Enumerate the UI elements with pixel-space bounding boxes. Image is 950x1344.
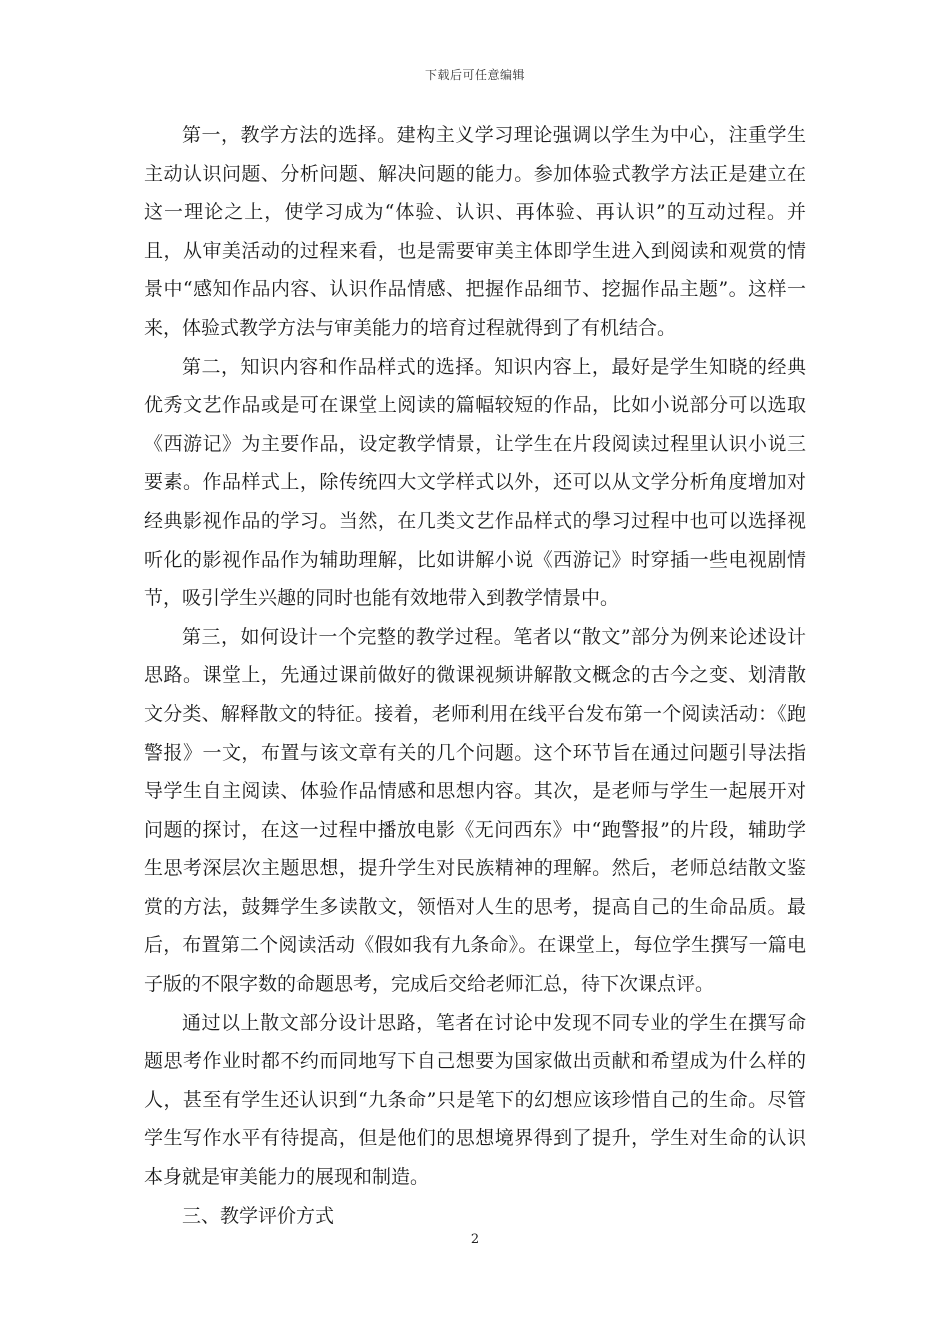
paragraph-teaching-process: 第三，如何设计一个完整的教学过程。笔者以“散文”部分为例来论述设计思路。课堂上，先通过课前做好的微课视频讲解散文概念的古今之变、划清散文分类、解释散文的特征。接着，老师利用在线平台发布第一个阅读活动：《跑警报》一文，布置与该文章有关的几个问题。这个环节旨在通过问题引导法指导学生自主阅读、体验作品情感和思想内容。其次，是老师与学生一起展开对问题的探讨，在这一过程中播放电影《无问西东》中“跑警报”的片段，辅助学生思考深层次主题思想，提升学生对民族精神的理解。然后，老师总结散文鉴赏的方法，鼓舞学生多读散文，领悟对人生的思考，提高自己的生命品质。最后，布置第二个阅读活动《假如我有九条命》。在课堂上，每位学生撰写一篇电子版的不限字数的命题思考，完成后交给老师汇总，待下次课点评。 [144, 625, 806, 996]
page-number: 2 [470, 1232, 480, 1247]
paragraph-teaching-method: 第一，教学方法的选择。建构主义学习理论强调以学生为中心，注重学生主动认识问题、分析问题、解决问题的能力。参加体验式教学方法正是建立在这一理论之上，使学习成为“体验、认识、再体验、再认识”的互动过程。并且，从审美活动的过程来看，也是需要审美主体即学生进入到阅读和观赏的情景中“感知作品内容、认识作品情感、把握作品细节、挖掘作品主题”。这样一来，体验式教学方法与审美能力的培育过程就得到了有机结合。 [144, 124, 806, 339]
section-heading-evaluation: 三、教学评价方式 [182, 1204, 335, 1227]
paragraph-content-selection: 第二，知识内容和作品样式的选择。知识内容上，最好是学生知晓的经典优秀文艺作品或是可在课堂上阅读的篇幅较短的作品，比如小说部分可以选取《西游记》为主要作品，设定教学情景，让学生在片段阅读过程里认识小说三要素。作品样式上，除传统四大文学样式以外，还可以从文学分析角度增加对经典影视作品的学习。当然，在几类文艺作品样式的學习过程中也可以选择视听化的影视作品作为辅助理解，比如讲解小说《西游记》时穿插一些电视剧情节，吸引学生兴趣的同时也能有效地带入到教学情景中。 [144, 355, 806, 610]
document-body [144, 116, 806, 1235]
page-header: 下载后可任意编辑 [424, 68, 525, 82]
paragraph-outcome: 通过以上散文部分设计思路，笔者在讨论中发现不同专业的学生在撰写命题思考作业时都不约而同地写下自己想要为国家做出贡献和希望成为什么样的人，甚至有学生还认识到“九条命”只是笔下的幻想应该珍惜自己的生命。尽管学生写作水平有待提高，但是他们的思想境界得到了提升，学生对生命的认识本身就是审美能力的展现和制造。 [144, 1011, 806, 1189]
